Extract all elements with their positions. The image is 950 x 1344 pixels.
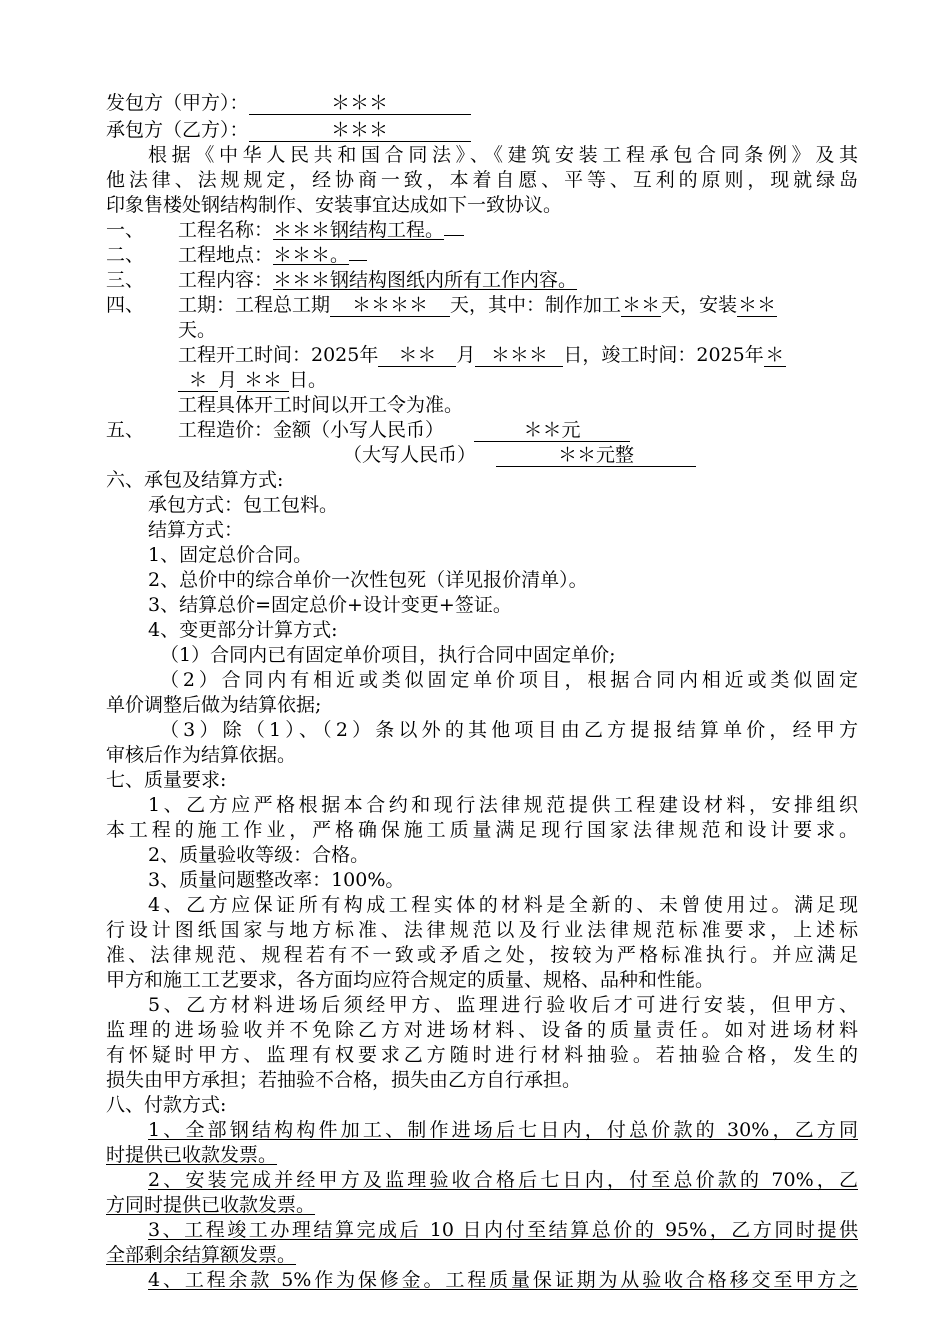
- section-4-number: 四、: [106, 294, 145, 316]
- change-sub-2-a: （2）合同内有相近或类似固定单价项目，根据合同内相近或类似固定: [160, 669, 858, 691]
- change-sub-1: （1）合同内已有固定单价项目，执行合同中固定单价;: [160, 644, 616, 666]
- quality-4-b: 行设计图纸国家与地方标准、法律规范以及行业法律规范标准要求，上述标: [106, 919, 858, 941]
- settle-item-4: 4、变更部分计算方式:: [148, 619, 338, 641]
- payment-2-a: 2、安装完成并经甲方及监理验收合格后七日内，付至总价款的 70%，乙: [148, 1169, 858, 1191]
- section-1-value: ＊＊＊钢结构工程。: [273, 219, 445, 241]
- section-5-label-2: （大写人民币）: [343, 444, 477, 466]
- party-a-label: 发包方（甲方）：: [106, 92, 249, 114]
- start-note: 工程具体开工时间以开工令为准。: [178, 394, 464, 416]
- end-label: 日，竣工时间：2025年: [563, 344, 764, 366]
- payment-2-b: 方同时提供已收款发票。: [106, 1194, 316, 1216]
- section-2-number: 二、: [106, 244, 145, 266]
- party-b-value: ＊＊＊: [249, 119, 471, 142]
- section-4-line-2: 天。: [178, 319, 217, 341]
- quality-4-a: 4、乙方应保证所有构成工程实体的材料是全新的、未曾使用过。满足现: [148, 894, 858, 916]
- make-period-value: ＊＊: [622, 294, 661, 316]
- section-3: [106, 268, 858, 292]
- section-2-blank-tail: [349, 260, 367, 261]
- quality-1-a: 1、乙方应严格根据本合约和现行法律规范提供工程建设材料，安排组织: [148, 794, 858, 816]
- intro-line-2: 他法律、法规规定，经协商一致，本着自愿、平等、互利的原则，现就绿岛: [106, 169, 858, 191]
- change-sub-3-b: 审核后作为结算依据。: [106, 744, 297, 766]
- section-2-label: 工程地点：: [178, 244, 274, 266]
- section-7-title: 七、质量要求:: [106, 769, 227, 791]
- section-2-value: ＊＊＊。: [273, 244, 350, 266]
- section-3-value: ＊＊＊钢结构图纸内所有工作内容。: [273, 269, 578, 291]
- quality-2: 2、质量验收等级：合格。: [148, 844, 370, 866]
- section-6-title: 六、承包及结算方式:: [106, 469, 284, 491]
- quality-5-d: 损失由甲方承担；若抽验不合格，损失由乙方自行承担。: [106, 1069, 582, 1091]
- intro-line-3: 印象售楼处钢结构制作、安装事宜达成如下一致协议。: [106, 194, 563, 216]
- payment-1-a: 1、全部钢结构构件加工、制作进场后七日内，付总价款的 30%，乙方同: [148, 1119, 858, 1141]
- payment-3-a: 3、工程竣工办理结算完成后 10 日内付至结算总价的 95%，乙方同时提供: [148, 1219, 858, 1241]
- end-month-part-a: ＊: [765, 344, 785, 366]
- end-day-value: ＊＊: [237, 369, 289, 392]
- end-month-part-b: ＊: [178, 369, 218, 392]
- party-b-label: 承包方（乙方）：: [106, 119, 249, 141]
- start-label: 工程开工时间：2025年: [178, 344, 379, 366]
- start-month-value: ＊＊: [378, 344, 456, 367]
- install-period-value: ＊＊: [738, 294, 777, 316]
- end-day-char: 日。: [289, 369, 328, 391]
- section-2: [106, 243, 858, 267]
- quality-5-a: 5、乙方材料进场后须经甲方、监理进行验收后才可进行安装，但甲方、: [148, 994, 858, 1016]
- quality-4-d: 甲方和施工工艺要求，各方面均应符合规定的质量、规格、品种和性能。: [106, 969, 715, 991]
- quality-1-b: 本工程的施工作业，严格确保施工质量满足现行国家法律规范和设计要求。: [106, 819, 858, 841]
- price-big-value: ＊＊元整: [496, 444, 696, 467]
- section-5-label: 工程造价：金额（小写人民币）: [178, 419, 445, 441]
- section-4-mid: 天，其中：制作加工: [450, 294, 622, 316]
- section-5-number: 五、: [106, 419, 145, 441]
- change-sub-2-b: 单价调整后做为结算依据;: [106, 694, 322, 716]
- section-8-title: 八、付款方式:: [106, 1094, 227, 1116]
- settle-item-3: 3、结算总价=固定总价+设计变更+签证。: [148, 594, 512, 616]
- payment-1-b: 时提供已收款发票。: [106, 1144, 278, 1166]
- section-1-number: 一、: [106, 219, 145, 241]
- start-date-line: [178, 343, 858, 367]
- payment-3-b: 全部剩余结算额发票。: [106, 1244, 297, 1266]
- section-4-line-1: [106, 293, 858, 317]
- settle-item-1: 1、固定总价合同。: [148, 544, 313, 566]
- start-month-char: 月: [456, 344, 476, 366]
- quality-5-b: 监理的进场验收并不免除乙方对进场材料、设备的质量责任。如对进场材料: [106, 1019, 858, 1041]
- party-a-value: ＊＊＊: [249, 92, 471, 115]
- party-a-line: [106, 91, 858, 115]
- end-month-char: 月: [218, 369, 238, 391]
- quality-3: 3、质量问题整改率：100%。: [148, 869, 405, 891]
- section-1-label: 工程名称：: [178, 219, 274, 241]
- section-1-blank-tail: [444, 235, 464, 236]
- section-5-line-2: [343, 443, 858, 467]
- party-b-line: [106, 118, 858, 142]
- section-4-label: 工期：工程总工期: [178, 294, 331, 316]
- section-5-line-1: [106, 418, 858, 442]
- section-1: [106, 218, 858, 242]
- section-4-mid2: 天，安装: [661, 294, 738, 316]
- section-3-label: 工程内容：: [178, 269, 274, 291]
- change-sub-3-a: （3）除（1）、（2）条以外的其他项目由乙方提报结算单价，经甲方: [160, 719, 858, 741]
- settle-title: 结算方式：: [148, 519, 244, 541]
- intro-line-1: 根据《中华人民共和国合同法》、《建筑安装工程承包合同条例》及其: [148, 144, 858, 166]
- quality-4-c: 准、法律规范、规程若有不一致或矛盾之处，按较为严格标准执行。并应满足: [106, 944, 858, 966]
- section-3-number: 三、: [106, 269, 145, 291]
- contract-mode: 承包方式：包工包料。: [148, 494, 339, 516]
- quality-5-c: 有怀疑时甲方、监理有权要求乙方随时进行材料抽验。若抽验合格，发生的: [106, 1044, 858, 1066]
- price-small-value: ＊＊元: [474, 419, 630, 442]
- total-period-value: ＊＊＊＊: [330, 294, 450, 317]
- start-day-value: ＊＊＊: [475, 344, 563, 367]
- payment-4-a: 4、工程余款 5%作为保修金。工程质量保证期为从验收合格移交至甲方之: [148, 1269, 858, 1291]
- settle-item-2: 2、总价中的综合单价一次性包死（详见报价清单）。: [148, 569, 588, 591]
- end-date-line: [178, 368, 930, 392]
